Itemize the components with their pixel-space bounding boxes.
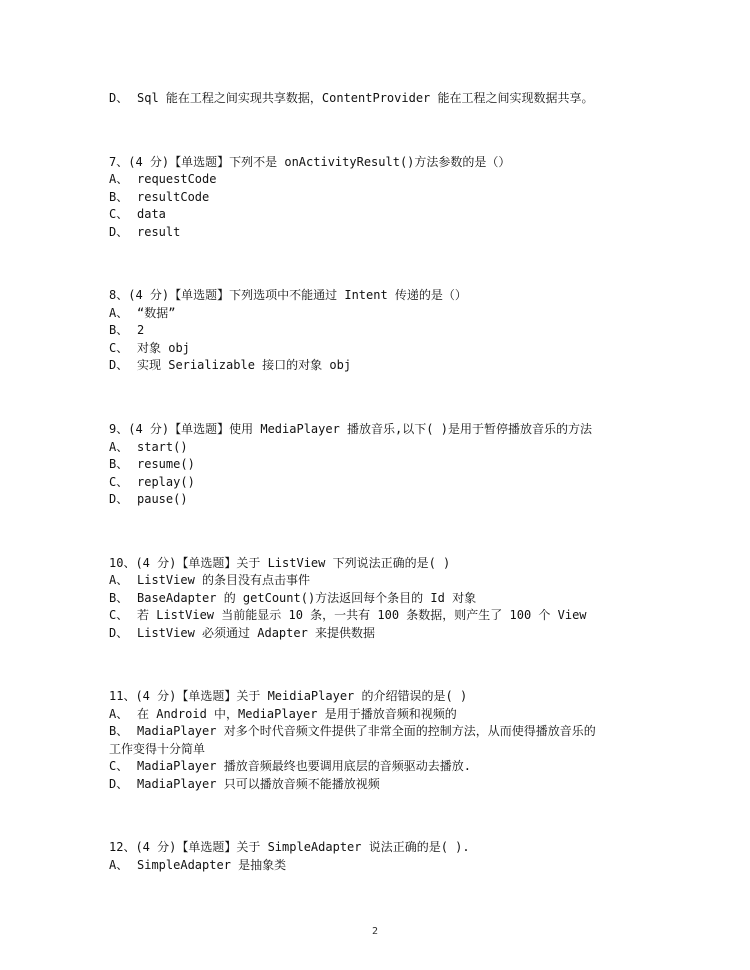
option-letter: D、 — [109, 358, 129, 372]
option-letter: C、 — [109, 207, 129, 221]
option-text: 在 Android 中，MediaPlayer 是用于播放音频和视频的 — [137, 707, 457, 721]
option-text: BaseAdapter 的 getCount()方法返回每个条目的 Id 对象 — [137, 591, 477, 605]
option-letter: A、 — [109, 707, 129, 721]
option-text: data — [137, 207, 166, 221]
question-9-option-a — [109, 439, 188, 455]
option-continuation: 工作变得十分简单 — [109, 742, 206, 756]
question-11-title: 11、(4 分)【单选题】关于 MeidiaPlayer 的介绍错误的是( ) — [109, 689, 468, 703]
option-letter: A、 — [109, 573, 129, 587]
question-11-option-a — [109, 706, 457, 722]
option-text: MadiaPlayer 对多个时代音频文件提供了非常全面的控制方法，从而使得播放音乐的 — [137, 724, 596, 738]
option-letter: B、 — [109, 190, 129, 204]
question-10-option-c — [109, 607, 587, 623]
page-number: 2 — [371, 926, 379, 937]
option-letter: C、 — [109, 475, 129, 489]
option-text: SimpleAdapter 是抽象类 — [137, 858, 287, 872]
option-text: 若 ListView 当前能显示 10 条，一共有 100 条数据，则产生了 100 个 View — [137, 608, 587, 622]
option-letter: C、 — [109, 759, 129, 773]
question-12-option-a — [109, 857, 286, 873]
option-text: replay() — [137, 475, 195, 489]
option-letter: B、 — [109, 591, 129, 605]
option-text: 2 — [137, 323, 145, 337]
question-7-option-a — [109, 171, 216, 187]
option-letter: D、 — [109, 777, 129, 791]
option-letter: A、 — [109, 306, 129, 320]
option-text: resume() — [137, 457, 195, 471]
option-letter: B、 — [109, 724, 129, 738]
question-7-option-c — [109, 206, 166, 222]
question-11-option-d — [109, 776, 380, 792]
question-10-option-b — [109, 590, 476, 606]
option-letter: A、 — [109, 172, 129, 186]
question-9-title: 9、(4 分)【单选题】使用 MediaPlayer 播放音乐,以下( )是用于暂停播放音乐的方法 — [109, 422, 592, 436]
question-7-title: 7、(4 分)【单选题】下列不是 onActivityResult()方法参数的是（） — [109, 155, 511, 169]
question-10-title: 10、(4 分)【单选题】关于 ListView 下列说法正确的是( ) — [109, 556, 451, 570]
question-8-option-b — [109, 322, 144, 338]
option-text: start() — [137, 440, 188, 454]
question-8-option-a — [109, 305, 175, 321]
option-text: result — [137, 225, 181, 239]
option-text: “数据” — [137, 306, 176, 320]
option-text: 实现 Serializable 接口的对象 obj — [137, 358, 352, 372]
question-8-option-d — [109, 357, 351, 373]
option-text: MadiaPlayer 只可以播放音频不能播放视频 — [137, 777, 380, 791]
option-text: ListView 必须通过 Adapter 来提供数据 — [137, 626, 376, 640]
option-text: 对象 obj — [137, 341, 190, 355]
option-letter: D、 — [109, 626, 129, 640]
option-letter: C、 — [109, 341, 129, 355]
option-text: MadiaPlayer 播放音频最终也要调用底层的音频驱动去播放. — [137, 759, 471, 773]
option-text: resultCode — [137, 190, 210, 204]
option-text: Sql 能在工程之间实现共享数据，ContentProvider 能在工程之间实现数据共享。 — [137, 91, 594, 105]
option-letter: D、 — [109, 225, 129, 239]
option-letter: D、 — [109, 492, 129, 506]
option-d-prev — [109, 90, 594, 106]
option-letter: A、 — [109, 440, 129, 454]
option-letter: B、 — [109, 457, 129, 471]
question-12-title: 12、(4 分)【单选题】关于 SimpleAdapter 说法正确的是( ). — [109, 840, 470, 854]
option-letter: C、 — [109, 608, 129, 622]
option-letter: B、 — [109, 323, 129, 337]
question-11-option-b — [109, 723, 596, 739]
option-text: pause() — [137, 492, 188, 506]
question-9-option-d — [109, 491, 188, 507]
option-letter: D、 — [109, 91, 129, 105]
option-text: ListView 的条目没有点击事件 — [137, 573, 311, 587]
option-text: requestCode — [137, 172, 217, 186]
option-letter: A、 — [109, 858, 129, 872]
question-11-option-c — [109, 758, 471, 774]
question-10-option-a — [109, 572, 310, 588]
question-7-option-d — [109, 224, 180, 240]
question-9-option-b — [109, 456, 195, 472]
question-10-option-d — [109, 625, 375, 641]
question-9-option-c — [109, 474, 195, 490]
question-8-title: 8、(4 分)【单选题】下列选项中不能通过 Intent 传递的是（） — [109, 288, 467, 302]
question-7-option-b — [109, 189, 209, 205]
question-8-option-c — [109, 340, 190, 356]
